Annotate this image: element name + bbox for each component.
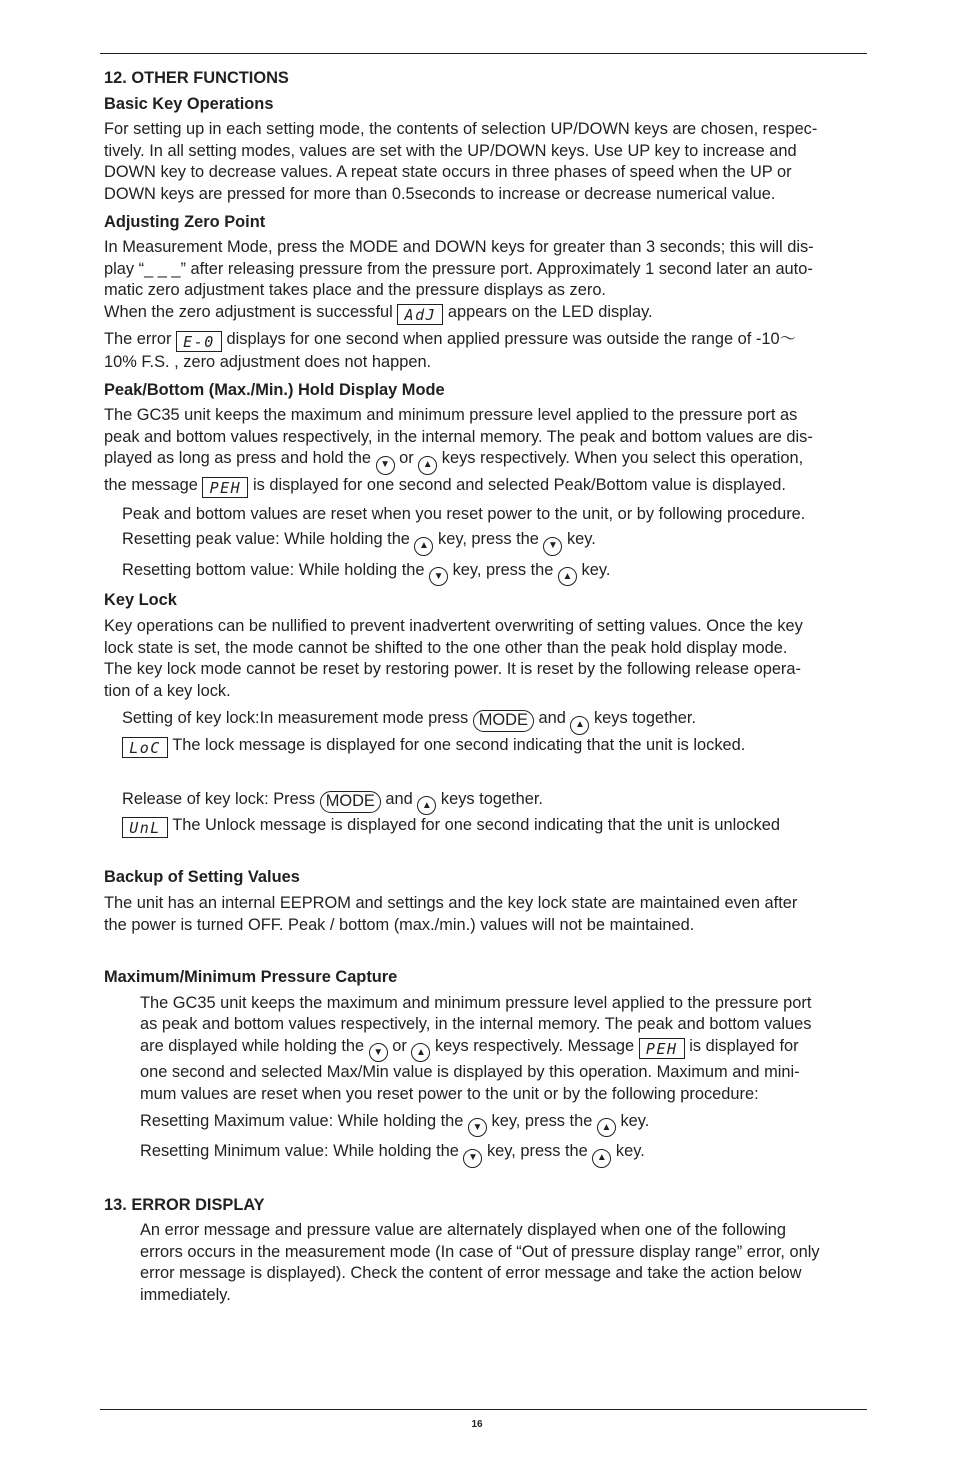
section-13-title: 13. ERROR DISPLAY bbox=[104, 1195, 265, 1214]
text-span: Resetting Minimum value: While holding the bbox=[140, 1142, 464, 1161]
up-key-icon: ▲ bbox=[570, 716, 589, 735]
peak-reset-list bbox=[104, 504, 870, 587]
text-line: In Measurement Mode, press the MODE and DOWN keys for greater than 3 seconds; this will dis- bbox=[104, 238, 814, 257]
page-content bbox=[104, 68, 870, 1307]
up-key-icon: ▲ bbox=[417, 796, 436, 815]
text-span: Setting of key lock:In measurement mode press bbox=[122, 709, 473, 728]
down-key-icon: ▼ bbox=[543, 537, 562, 556]
text-span: keys respectively. Message bbox=[430, 1036, 639, 1055]
text-span: keys together. bbox=[436, 789, 543, 808]
text-span: are displayed while holding the bbox=[140, 1036, 369, 1055]
text-span: key, press the bbox=[482, 1142, 593, 1161]
text-line bbox=[140, 1036, 870, 1063]
text-span: key. bbox=[562, 530, 596, 549]
text-span: the message bbox=[104, 475, 203, 494]
text-span: The lock message is displayed for one second indicating that the unit is locked. bbox=[168, 735, 746, 754]
up-key-icon: ▲ bbox=[414, 537, 433, 556]
down-key-icon: ▼ bbox=[463, 1149, 482, 1168]
down-key-icon: ▼ bbox=[429, 567, 448, 586]
lcd-lock-display: LoC bbox=[122, 737, 168, 758]
text-line bbox=[140, 1141, 870, 1168]
text-span: The Unlock message is displayed for one second indicating that the unit is unlocked bbox=[168, 816, 780, 835]
backup-heading: Backup of Setting Values bbox=[104, 868, 300, 887]
mode-key-icon: MODE bbox=[320, 791, 381, 813]
text-line: lock state is set, the mode cannot be shifted to the one other than the peak hold display mode. bbox=[104, 638, 788, 657]
text-span: key, press the bbox=[448, 560, 558, 579]
key-lock-heading: Key Lock bbox=[104, 591, 177, 610]
key-lock-steps bbox=[104, 708, 870, 838]
down-key-icon: ▼ bbox=[369, 1043, 388, 1062]
text-line: Peak and bottom values are reset when you reset power to the unit, or by following procedure. bbox=[122, 504, 806, 523]
down-key-icon: ▼ bbox=[468, 1118, 487, 1137]
text-span: key. bbox=[576, 560, 611, 579]
text-line: For setting up in each setting mode, the contents of selection UP/DOWN keys are chosen, respec- bbox=[104, 120, 818, 139]
text-line: play “_ _ _” after releasing pressure from the pressure port. Approximately 1 second later an auto- bbox=[104, 259, 813, 278]
text-span: or bbox=[387, 1036, 412, 1055]
lcd-adj-display: AdJ bbox=[397, 304, 443, 325]
text-line: Key operations can be nullified to prevent inadvertent overwriting of setting values. Once the key bbox=[104, 617, 803, 635]
text-span: is displayed for one second and selected Peak/Bottom value is displayed. bbox=[248, 475, 786, 494]
text-line: mum values are reset when you reset power to the unit or by the following procedure: bbox=[140, 1085, 759, 1104]
mode-key-icon: MODE bbox=[473, 710, 534, 732]
text-line: The key lock mode cannot be reset by restoring power. It is reset by the following release opera- bbox=[104, 660, 801, 679]
text-line: tion of a key lock. bbox=[104, 681, 231, 700]
lcd-error-display: E-0 bbox=[176, 331, 222, 352]
text-span: key, press the bbox=[433, 530, 544, 549]
basic-key-paragraph bbox=[104, 119, 870, 205]
text-line: 10% F.S. , zero adjustment does not happen. bbox=[104, 352, 432, 371]
text-span: key. bbox=[611, 1142, 645, 1161]
text-span: or bbox=[394, 449, 419, 468]
text-line: errors occurs in the measurement mode (In case of “Out of pressure display range” error, only bbox=[140, 1242, 820, 1261]
zero-point-heading: Adjusting Zero Point bbox=[104, 212, 266, 231]
text-line bbox=[122, 708, 870, 735]
text-span: key, press the bbox=[486, 1111, 597, 1130]
page-number: 16 bbox=[471, 1419, 483, 1430]
text-span: and bbox=[533, 709, 571, 728]
text-span: The error bbox=[104, 329, 176, 348]
text-span: appears on the LED display. bbox=[443, 302, 653, 321]
text-span: Resetting peak value: While holding the bbox=[122, 530, 415, 549]
down-key-icon: ▼ bbox=[376, 456, 395, 475]
text-span: key. bbox=[615, 1111, 650, 1130]
text-line bbox=[122, 529, 870, 556]
capture-paragraph bbox=[104, 993, 870, 1168]
bottom-rule bbox=[100, 1409, 867, 1410]
error-display-paragraph bbox=[104, 1220, 870, 1306]
text-line: DOWN keys are pressed for more than 0.5seconds to increase or decrease numerical value. bbox=[104, 184, 776, 203]
text-line: as peak and bottom values respectively, in the internal memory. The peak and bottom values bbox=[140, 1015, 812, 1034]
top-rule bbox=[100, 53, 867, 54]
text-line: one second and selected Max/Min value is displayed by this operation. Maximum and mini- bbox=[140, 1063, 800, 1082]
lcd-peak-display: PEH bbox=[639, 1038, 685, 1059]
text-line: An error message and pressure value are alternately displayed when one of the following bbox=[140, 1221, 786, 1240]
text-span: keys together. bbox=[589, 709, 697, 728]
zero-point-paragraph bbox=[104, 237, 870, 373]
peak-bottom-paragraph bbox=[104, 405, 870, 498]
up-key-icon: ▲ bbox=[597, 1118, 616, 1137]
text-span: keys respectively. When you select this operation, bbox=[437, 449, 804, 468]
up-key-icon: ▲ bbox=[418, 456, 437, 475]
lcd-unlock-display: UnL bbox=[122, 817, 168, 838]
text-line: the power is turned OFF. Peak / bottom (max./min.) values will not be maintained. bbox=[104, 915, 695, 934]
text-line: error message is displayed). Check the content of error message and take the action below bbox=[140, 1264, 802, 1283]
text-line bbox=[104, 329, 870, 352]
text-line bbox=[104, 302, 870, 325]
basic-key-heading: Basic Key Operations bbox=[104, 94, 274, 113]
key-lock-paragraph bbox=[104, 616, 870, 702]
text-line bbox=[122, 815, 870, 838]
text-span: and bbox=[380, 789, 418, 808]
text-line bbox=[122, 560, 870, 587]
text-span: is displayed for bbox=[684, 1036, 799, 1055]
section-12-title: 12. OTHER FUNCTIONS bbox=[104, 69, 289, 87]
text-line bbox=[104, 475, 870, 498]
text-line: tively. In all setting modes, values are set with the UP/DOWN keys. Use UP key to increase and bbox=[104, 141, 797, 160]
text-line bbox=[122, 735, 870, 758]
backup-paragraph bbox=[104, 893, 870, 936]
text-line: immediately. bbox=[140, 1286, 231, 1304]
text-line: DOWN key to decrease values. A repeat state occurs in three phases of speed when the UP or bbox=[104, 163, 792, 182]
text-line: The unit has an internal EEPROM and settings and the key lock state are maintained even after bbox=[104, 893, 798, 912]
text-span: displays for one second when applied pressure was outside the range of -10～ bbox=[221, 329, 796, 348]
peak-bottom-heading: Peak/Bottom (Max./Min.) Hold Display Mode bbox=[104, 380, 445, 399]
text-span: When the zero adjustment is successful bbox=[104, 302, 398, 321]
text-span: played as long as press and hold the bbox=[104, 449, 376, 468]
text-line bbox=[140, 1111, 870, 1138]
text-span: Resetting bottom value: While holding the bbox=[122, 560, 430, 579]
text-span: Release of key lock: Press bbox=[122, 789, 320, 808]
text-line: The GC35 unit keeps the maximum and minimum pressure level applied to the pressure port bbox=[140, 993, 812, 1012]
text-line: The GC35 unit keeps the maximum and minimum pressure level applied to the pressure port as bbox=[104, 406, 798, 425]
text-span: Resetting Maximum value: While holding the bbox=[140, 1111, 468, 1130]
capture-heading: Maximum/Minimum Pressure Capture bbox=[104, 968, 398, 987]
lcd-peak-display: PEH bbox=[202, 477, 248, 498]
up-key-icon: ▲ bbox=[558, 567, 577, 586]
text-line: peak and bottom values respectively, in the internal memory. The peak and bottom values are dis- bbox=[104, 427, 813, 446]
text-line bbox=[104, 448, 870, 475]
text-line: matic zero adjustment takes place and the pressure displays as zero. bbox=[104, 281, 606, 300]
text-line bbox=[122, 789, 870, 816]
up-key-icon: ▲ bbox=[592, 1149, 611, 1168]
up-key-icon: ▲ bbox=[411, 1043, 430, 1062]
